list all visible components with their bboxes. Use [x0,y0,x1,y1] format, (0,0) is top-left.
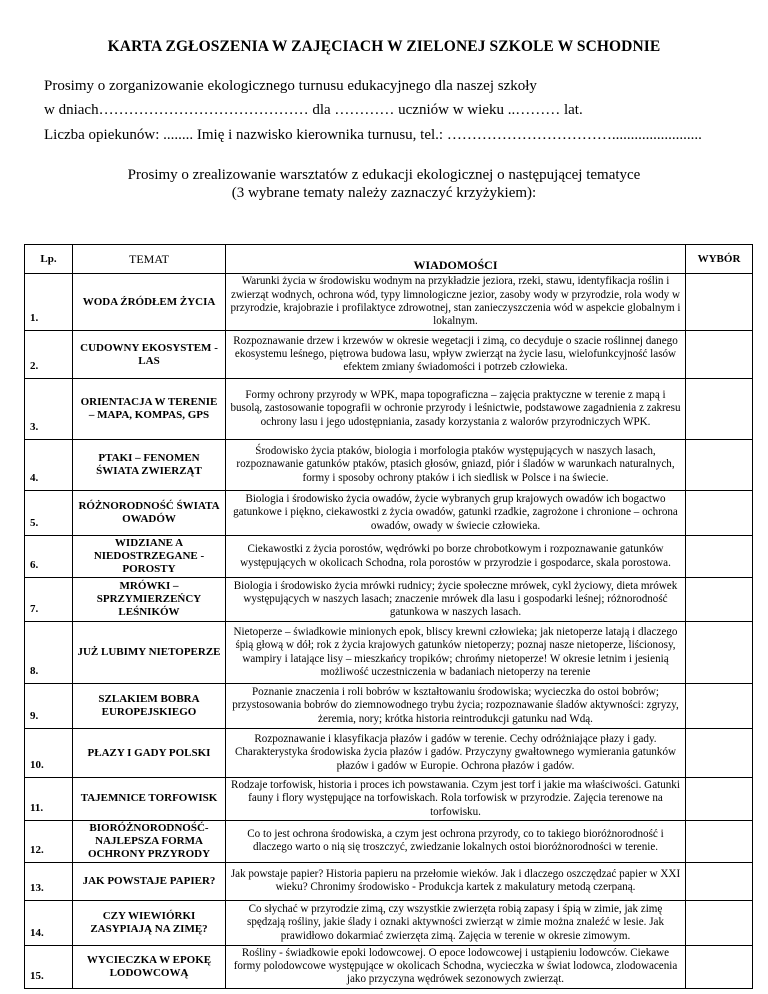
row-choice-cell[interactable] [686,900,753,945]
table-row [25,862,753,900]
row-choice-cell[interactable] [686,820,753,862]
row-topic: RÓŻNORODNOŚĆ ŚWIATA OWADÓW [73,491,226,536]
row-description: Co słychać w przyrodzie zimą, czy wszystkie zwierzęta robią zapasy i śpią w zimie, jak zimę spędzają rośliny, jakie ślady i oznaki aktywności zwierząt w zimie można znaleźć w lesie. Jak prawidłowo dokarmiać zwierzęta zimą. Zajęcia w terenie w okresie zimowym. [226,900,686,945]
row-choice-cell[interactable] [686,274,753,331]
table-row [25,331,753,379]
row-description: Rozpoznawanie i klasyfikacja płazów i gadów w terenie. Cechy odróżniające płazy i gady. Charakterystyka środowiska życia płazów i gadów. Przyczyny gwałtownego wymierania gatunków płazów i gadów w Europie. Ochrona płazów i gadów. [226,729,686,778]
row-description: Poznanie znaczenia i roli bobrów w kształtowaniu środowiska; wycieczka do ostoi bobrów; przystosowania bobrów do ziemnowodnego trybu życia; rozpoznawanie śladów aktywności: zgryzy, żeremia, nory; krótka historia reintrodukcji gatunku nad Wdą. [226,684,686,729]
workshop-table [24,244,753,989]
table-row [25,684,753,729]
table-row [25,536,753,578]
row-description: Rozpoznawanie drzew i krzewów w okresie wegetacji i zimą, co decyduje o szacie roślinnej danego ekosystemu leśnego, piętrowa budowa lasu, wpływ zwierząt na życie lasu, wielofunkcyjność lasów efektem zmiany świadomości i potrzeb człowieka. [226,331,686,379]
row-topic: PTAKI – FENOMEN ŚWIATA ZWIERZĄT [73,440,226,491]
row-number: 15. [25,945,73,988]
row-description: Ciekawostki z życia porostów, wędrówki po borze chrobotkowym i rozpoznawanie gatunków występujących w okolicach Schodna, rola porostów w przyrodzie i gospodarce, skala porostowa. [226,536,686,578]
row-description: Nietoperze – świadkowie minionych epok, bliscy krewni człowieka; jak nietoperze latają i dlaczego śpią głową w dół; rok z życia krajowych gatunków nietoperzy; poznaj nasze nietoperze, liścionosy, wampiry i latające lisy – mieszkańcy tropików; chrońmy nietoperze! W okresie letnim i jesienią możliwość uczestniczenia w badaniach nietoperzy na terenie [226,622,686,684]
row-topic: JUŻ LUBIMY NIETOPERZE [73,622,226,684]
row-number: 13. [25,862,73,900]
row-description: Co to jest ochrona środowiska, a czym jest ochrona przyrody, co to takiego bioróżnorodność i dlaczego warto o nią się troszczyć, zwiedzanie lokalnych ostoi bioróżnorodności w terenie. [226,820,686,862]
row-description: Biologia i środowisko życia owadów, życie wybranych grup krajowych owadów ich bogactwo gatunkowe i piękno, ciekawostki z życia owadów, gatunki rzadkie, zagrożone i chronione – ochrona owadów, owady w świecie człowieka. [226,491,686,536]
header-temat: TEMAT [73,245,226,274]
row-number: 1. [25,274,73,331]
row-choice-cell[interactable] [686,684,753,729]
row-description: Biologia i środowisko życia mrówki rudnicy; życie społeczne mrówek, cykl życiowy, dieta mrówek występujących w naszych lasach; znaczenie mrówek dla lasu i gospodarki leśnej; różnorodność gatunkowa w naszych lasach. [226,578,686,622]
row-choice-cell[interactable] [686,622,753,684]
row-topic: PŁAZY I GADY POLSKI [73,729,226,778]
row-number: 12. [25,820,73,862]
row-topic: CZY WIEWIÓRKI ZASYPIAJĄ NA ZIMĘ? [73,900,226,945]
row-choice-cell[interactable] [686,778,753,821]
row-number: 10. [25,729,73,778]
table-row [25,900,753,945]
row-description: Formy ochrony przyrody w WPK, mapa topograficzna – zajęcia praktyczne w terenie z mapą i busolą, zastosowanie topografii w ochronie przyrody i leśnictwie, podstawowe zagadnienia z zakresu ochrony lasu i jego udostępniania, zasady korzystania z walorów przyrodniczych WPK. [226,379,686,440]
row-choice-cell[interactable] [686,945,753,988]
row-topic: MRÓWKI – SPRZYMIERZEŃCY LEŚNIKÓW [73,578,226,622]
row-number: 5. [25,491,73,536]
table-row [25,778,753,821]
header-wybor: WYBÓR [686,245,753,274]
table-row [25,578,753,622]
row-topic: WODA ŹRÓDŁEM ŻYCIA [73,274,226,331]
row-topic: WYCIECZKA W EPOKĘ LODOWCOWĄ [73,945,226,988]
row-choice-cell[interactable] [686,578,753,622]
row-topic: CUDOWNY EKOSYSTEM - LAS [73,331,226,379]
table-header-row [25,245,753,274]
table-row [25,379,753,440]
row-number: 9. [25,684,73,729]
row-topic: SZLAKIEM BOBRA EUROPEJSKIEGO [73,684,226,729]
table-row [25,820,753,862]
row-number: 3. [25,379,73,440]
table-row [25,945,753,988]
row-number: 4. [25,440,73,491]
row-description: Warunki życia w środowisku wodnym na przykładzie jeziora, rzeki, stawu, identyfikacja roślin i zwierząt wodnych, ochrona wód, typy limnologiczne jezior, zasoby wody w przyrodzie, rola wody w przyrodzie, krajobrazie i profilaktyce zdrowotnej, stan zanieczyszczenia wód w aspekcie globalnym i lokalnym. [226,274,686,331]
dates-students-line: w dniach…………………………………… dla ………… uczniów w wieku ..……… lat. [44,102,583,118]
row-topic: BIORÓŻNORODNOŚĆ-NAJLEPSZA FORMA OCHRONY PRZYRODY [73,820,226,862]
guardians-leader-line: Liczba opiekunów: ........ Imię i nazwisko kierownika turnusu, tel.: ……………………………........................ [44,127,702,143]
table-row [25,440,753,491]
page-title: KARTA ZGŁOSZENIA W ZAJĘCIACH W ZIELONEJ SZKOLE W SCHODNIE [107,38,661,55]
row-choice-cell[interactable] [686,331,753,379]
row-choice-cell[interactable] [686,729,753,778]
row-topic: JAK POWSTAJE PAPIER? [73,862,226,900]
table-row [25,491,753,536]
row-number: 14. [25,900,73,945]
row-number: 11. [25,778,73,821]
intro-text: Prosimy o zrealizowanie warsztatów z edukacji ekologicznej o następującej tematyce [127,167,641,183]
table-row [25,274,753,331]
row-choice-cell[interactable] [686,379,753,440]
row-number: 6. [25,536,73,578]
table-row [25,622,753,684]
row-choice-cell[interactable] [686,491,753,536]
row-number: 7. [25,578,73,622]
intro-instruction: (3 wybrane tematy należy zaznaczyć krzyżykiem): [231,185,537,201]
request-line: Prosimy o zorganizowanie ekologicznego turnusu edukacyjnego dla naszej szkoły [44,78,537,94]
row-description: Rodzaje torfowisk, historia i proces ich powstawania. Czym jest torf i jakie ma właściwości. Gatunki fauny i flory występujące na torfowiskach. Rola torfowisk w przyrodzie. Zajęcia terenowe na torfowisku. [226,778,686,821]
row-choice-cell[interactable] [686,862,753,900]
row-number: 2. [25,331,73,379]
header-lp: Lp. [25,245,73,274]
row-choice-cell[interactable] [686,536,753,578]
row-description: Rośliny - świadkowie epoki lodowcowej. O epoce lodowcowej i ustąpieniu lodowców. Ciekawe formy polodowcowe występujące w okolicach Schodna, wycieczka w świat lodowca, zlodowacenia jako przyczyna wędrówek sezonowych zwierząt. [226,945,686,988]
row-topic: ORIENTACJA W TERENIE – MAPA, KOMPAS, GPS [73,379,226,440]
row-choice-cell[interactable] [686,440,753,491]
table-row [25,729,753,778]
row-description: Jak powstaje papier? Historia papieru na przełomie wieków. Jak i dlaczego oszczędzać papier w XXI wieku? Chronimy środowisko - Produkcja kartek z makulatury metodą czerpaną. [226,862,686,900]
row-topic: WIDZIANE A NIEDOSTRZEGANE - POROSTY [73,536,226,578]
row-number: 8. [25,622,73,684]
row-topic: TAJEMNICE TORFOWISK [73,778,226,821]
row-description: Środowisko życia ptaków, biologia i morfologia ptaków występujących w naszych lasach, rozpoznawanie gatunków ptaków, ptasich głosów, gniazd, piór i śladów w warunkach naturalnych, formy i sposoby ochrony ptaków i ich siedlisk w Polsce i na świecie. [226,440,686,491]
header-wiadomosci: WIADOMOŚCI [226,245,686,274]
